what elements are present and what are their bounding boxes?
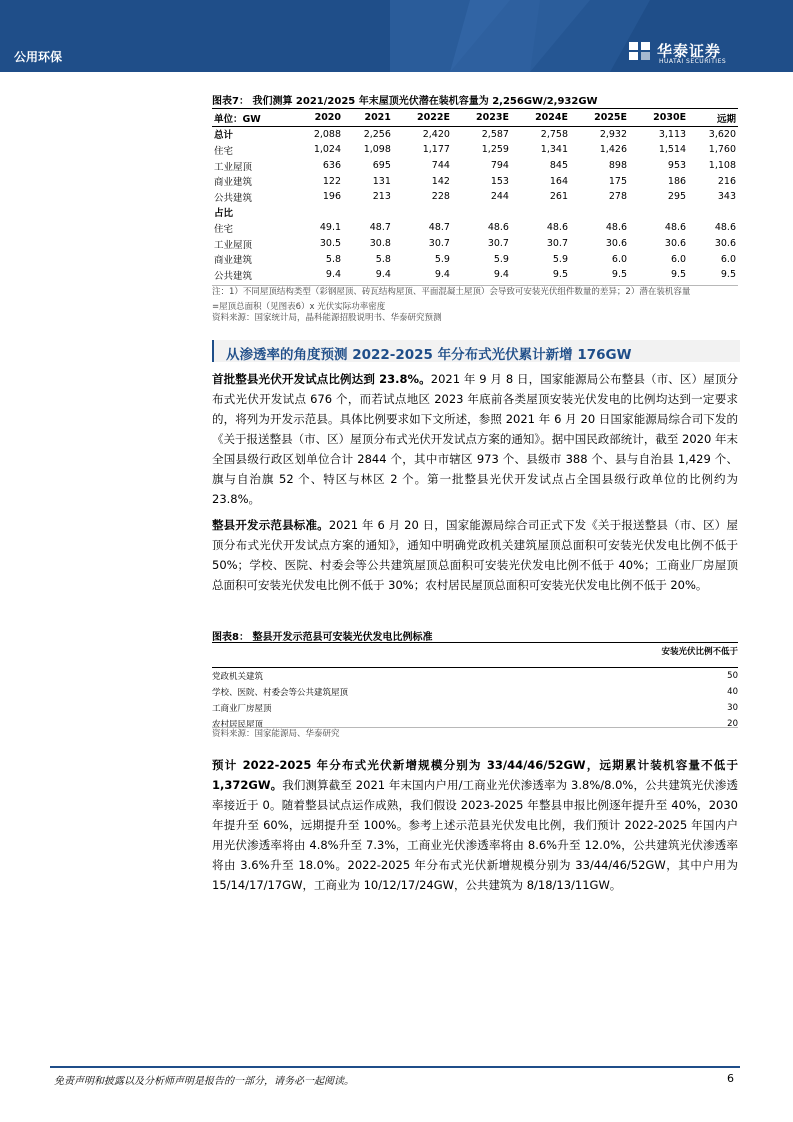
paragraph-body: 2021 年 9 月 8 日，国家能源局公布整县（市、区）屋顶分布式光伏开发试点 676 个，而若试点地区 2023 年底前各类屋顶安装光伏发电的比例均达到一定要求的，将列为开发示范县。具体比例要求如下文所述，参照 2021 年 6 月 20 日国家能源局综合司下发的《关于报送整县（市、区）屋顶分布式光伏开发试点方案的通知》。据中国民政部统计，截至 2020 年末全国县级行政区划单位合计 2844 个，其中市辖区 973 个、县级市 388 个、县与自治县 1,429 个、旗与自治旗 52 个、特区与林区 2 个。第一批整县光伏开发试点占全国县级行政单位的比例约为 23.8%。 [212, 372, 738, 506]
table-cell: 164 [549, 175, 568, 187]
table-cell: 30.6 [714, 238, 736, 250]
table-cell: 2,256 [363, 128, 391, 140]
table-row [212, 142, 738, 158]
row-label: 公共建筑 [214, 270, 253, 282]
logo-subtext: HUATAI SECURITIES [659, 58, 727, 65]
table-cell: 9.4 [325, 269, 342, 281]
table-cell: 343 [717, 191, 736, 203]
table-cell: 5.8 [325, 253, 342, 265]
huatai-logo-icon [628, 40, 652, 62]
table-cell: 5.9 [552, 253, 568, 265]
table-cell: 48.6 [605, 222, 628, 234]
table7-col-header: 2025E [570, 110, 629, 126]
table-cell: 9.4 [493, 269, 509, 281]
row-label: 公共建筑 [214, 192, 253, 204]
report-category: 公用环保 [14, 50, 63, 64]
table7-caption: 图表7： 我们测算 2021/2025 年末屋顶光伏潜在装机容量为 2,256GW/2,932GW [212, 96, 598, 107]
footer-rule [50, 1066, 740, 1068]
table-cell: 196 [322, 191, 342, 203]
table-cell: 9.4 [434, 269, 450, 281]
row-label: 住宅 [214, 145, 234, 157]
table-cell: 30 [727, 703, 738, 713]
table7-col-header: 2020 [293, 110, 343, 126]
table8-source: 资料来源：国家能源局、华泰研究 [212, 729, 340, 739]
table-cell: 2,587 [481, 128, 509, 140]
table-cell: 9.5 [611, 269, 628, 281]
table-cell [393, 205, 452, 221]
table-cell: 122 [322, 175, 342, 187]
table-cell: 9.5 [720, 269, 736, 281]
table-row [212, 158, 738, 174]
table-cell: 131 [372, 175, 391, 187]
table-cell: 295 [667, 191, 687, 203]
table-cell: 1,514 [658, 144, 687, 156]
table-cell: 898 [608, 160, 628, 172]
table-row [212, 668, 738, 685]
row-label: 住宅 [214, 223, 234, 235]
table-cell: 20 [727, 719, 738, 729]
table8-body [212, 668, 738, 733]
table7 [212, 110, 738, 283]
page-header [0, 0, 793, 72]
paragraph-lead: 整县开发示范县标准。 [212, 518, 329, 532]
table8-col-header: 安装光伏比例不低于 [661, 647, 738, 657]
table-cell: 1,177 [422, 144, 450, 156]
table-cell: 2,088 [313, 128, 342, 140]
paragraph-pilot-ratio [212, 369, 738, 509]
table-row [212, 236, 738, 252]
table-cell: 49.1 [319, 222, 342, 234]
table7-col-header: 2023E [452, 110, 511, 126]
table-cell: 1,108 [708, 160, 736, 172]
table-cell [293, 205, 343, 221]
row-label: 工业屋顶 [214, 239, 253, 251]
table-cell: 30.7 [487, 238, 509, 250]
table-row [212, 205, 738, 221]
table-cell [343, 205, 393, 221]
table-cell: 1,098 [363, 144, 391, 156]
section-heading-bar [212, 340, 740, 362]
table-cell: 48.7 [369, 222, 391, 234]
table-row [212, 700, 738, 716]
table-cell: 953 [667, 160, 687, 172]
table-cell: 48.6 [714, 222, 736, 234]
page-number: 6 [727, 1072, 734, 1085]
table-cell: 175 [608, 175, 628, 187]
table-cell: 6.0 [720, 253, 736, 265]
table-cell: 30.8 [369, 238, 391, 250]
table-cell [511, 205, 570, 221]
paragraph-forecast [212, 755, 738, 895]
table-row [212, 251, 738, 267]
table7-col-header: 单位：GW [212, 110, 293, 126]
table-cell: 3,113 [658, 128, 687, 140]
table-cell: 261 [549, 191, 568, 203]
table-cell: 2,420 [422, 128, 450, 140]
table8-caption: 图表8： 整县开发示范县可安装光伏发电比例标准 [212, 632, 433, 643]
table-cell [688, 205, 738, 221]
table-cell: 5.8 [375, 253, 391, 265]
section-heading: 从渗透率的角度预测 2022-2025 年分布式光伏累计新增 176GW [226, 347, 632, 363]
table-cell: 228 [431, 191, 450, 203]
table-row [212, 220, 738, 236]
logo-text: 华泰证券 [657, 42, 722, 60]
paragraph-body: 2021 年 6 月 20 日，国家能源局综合司正式下发《关于报送整县（市、区）屋顶分布式光伏开发试点方案的通知》，通知中明确党政机关建筑屋顶总面积可安装光伏发电比例不低于 50%；学校、医院、村委会等公共建筑屋顶总面积可安装光伏发电比例不低于 40%；工商业厂房屋顶总面积可安装光伏发电比例不低于 30%；农村居民屋顶总面积可安装光伏发电比例不低于 20%。 [212, 518, 738, 592]
table-cell [629, 205, 688, 221]
table-cell: 695 [372, 160, 391, 172]
table-row [212, 126, 738, 142]
table7-col-header: 2030E [629, 110, 688, 126]
table7-body [212, 126, 738, 282]
table-cell: 30.6 [605, 238, 628, 250]
table-cell: 278 [608, 191, 628, 203]
row-label: 农村居民屋顶 [212, 720, 264, 730]
table-row [212, 173, 738, 189]
table-cell: 1,426 [599, 144, 628, 156]
table-cell: 636 [322, 160, 342, 172]
table-cell: 30.7 [428, 238, 450, 250]
table7-col-header: 2024E [511, 110, 570, 126]
paragraph-body: 我们测算截至 2021 年末国内户用/工商业光伏渗透率为 3.8%/8.0%，公共建筑光伏渗透率接近于 0。随着整县试点运作成熟，我们假设 2023-2025 年整县申报比例逐年提升至 40%，2030 年提升至 60%，远期提升至 100%。参考上述示范县光伏发电比例，我们预计 2022-2025 年国内户用光伏渗透率将由 4.8%升至 7.3%，工商业光伏渗透率将由 8.6%升至 12.0%，公共建筑光伏渗透率将由 3.6%升至 18.0%。2022-2025 年分布式光伏新增规模分别为 33/44/46/52GW，其中户用为 15/14/17/17GW，工商业为 10/12/17/24GW，公共建筑为 8/18/13/11GW。 [212, 778, 739, 892]
table-cell: 9.5 [552, 269, 568, 281]
table-cell: 48.6 [487, 222, 509, 234]
table-cell: 1,024 [313, 144, 342, 156]
footer-disclaimer: 免责声明和披露以及分析师声明是报告的一部分，请务必一起阅读。 [54, 1076, 354, 1087]
table-cell: 213 [372, 191, 391, 203]
table-cell: 142 [431, 175, 450, 187]
table-cell: 244 [490, 191, 509, 203]
table-row [212, 684, 738, 700]
table8-header-row [212, 643, 738, 659]
table-cell: 6.0 [611, 253, 628, 265]
table8 [212, 643, 738, 732]
table-cell: 30.5 [319, 238, 342, 250]
table-cell: 216 [717, 175, 736, 187]
table-cell: 9.4 [375, 269, 391, 281]
table-row [212, 267, 738, 283]
table-cell: 1,760 [708, 144, 736, 156]
table-cell: 2,758 [540, 128, 568, 140]
table-cell: 50 [727, 671, 738, 681]
row-label: 学校、医院、村委会等公共建筑屋顶 [212, 688, 349, 698]
table-cell: 845 [549, 160, 568, 172]
table-cell: 30.7 [546, 238, 568, 250]
row-label: 党政机关建筑 [212, 672, 264, 682]
table7-header-row [212, 110, 738, 126]
row-label: 工商业厂房屋顶 [212, 704, 272, 714]
table-cell: 48.6 [664, 222, 687, 234]
table-cell: 744 [431, 160, 450, 172]
header-decoration [390, 0, 650, 72]
table-row [212, 189, 738, 205]
table-cell: 48.7 [428, 222, 450, 234]
table-cell: 794 [490, 160, 509, 172]
paragraph-lead: 预计 2022-2025 年分布式光伏新增规模分别为 33/44/46/52GW，远期累计装机容量不低于 1,372GW。 [212, 758, 738, 792]
row-label: 商业建筑 [214, 177, 253, 189]
table-cell [570, 205, 629, 221]
table7-note-line1: 注：1）不同屋顶结构类型（彩钢屋顶、砖瓦结构屋顶、平面混凝土屋顶）会导致可安装光伏组件数量的差异；2）潜在装机容量 [212, 287, 691, 297]
table-cell: 48.6 [546, 222, 568, 234]
table-cell: 5.9 [493, 253, 509, 265]
table-cell: 40 [727, 687, 738, 697]
table-cell: 2,932 [599, 128, 628, 140]
row-label: 工业屋顶 [214, 161, 253, 173]
table7-top-rule [212, 108, 738, 109]
table7-source: 资料来源：国家统计局，晶科能源招股说明书、华泰研究预测 [212, 313, 442, 323]
table7-col-header: 2021 [343, 110, 393, 126]
table7-col-header: 远期 [688, 110, 738, 126]
paragraph-demo-standard [212, 515, 738, 595]
table-cell: 186 [667, 175, 687, 187]
table-cell: 6.0 [670, 253, 687, 265]
table-cell: 3,620 [708, 128, 736, 140]
table-cell: 5.9 [434, 253, 450, 265]
table-cell: 30.6 [664, 238, 687, 250]
table-cell: 1,259 [481, 144, 509, 156]
table-cell: 9.5 [670, 269, 687, 281]
table7-col-header: 2022E [393, 110, 452, 126]
table-cell: 153 [490, 175, 509, 187]
table-cell [452, 205, 511, 221]
row-label: 占比 [214, 208, 234, 220]
row-label: 商业建筑 [214, 255, 253, 267]
paragraph-lead: 首批整县光伏开发试点比例达到 23.8%。 [212, 372, 431, 386]
table7-note-line2: =屋顶总面积（见图表6）x 光伏实际功率密度 [212, 302, 386, 312]
table-cell: 1,341 [540, 144, 568, 156]
row-label: 总计 [214, 130, 234, 142]
